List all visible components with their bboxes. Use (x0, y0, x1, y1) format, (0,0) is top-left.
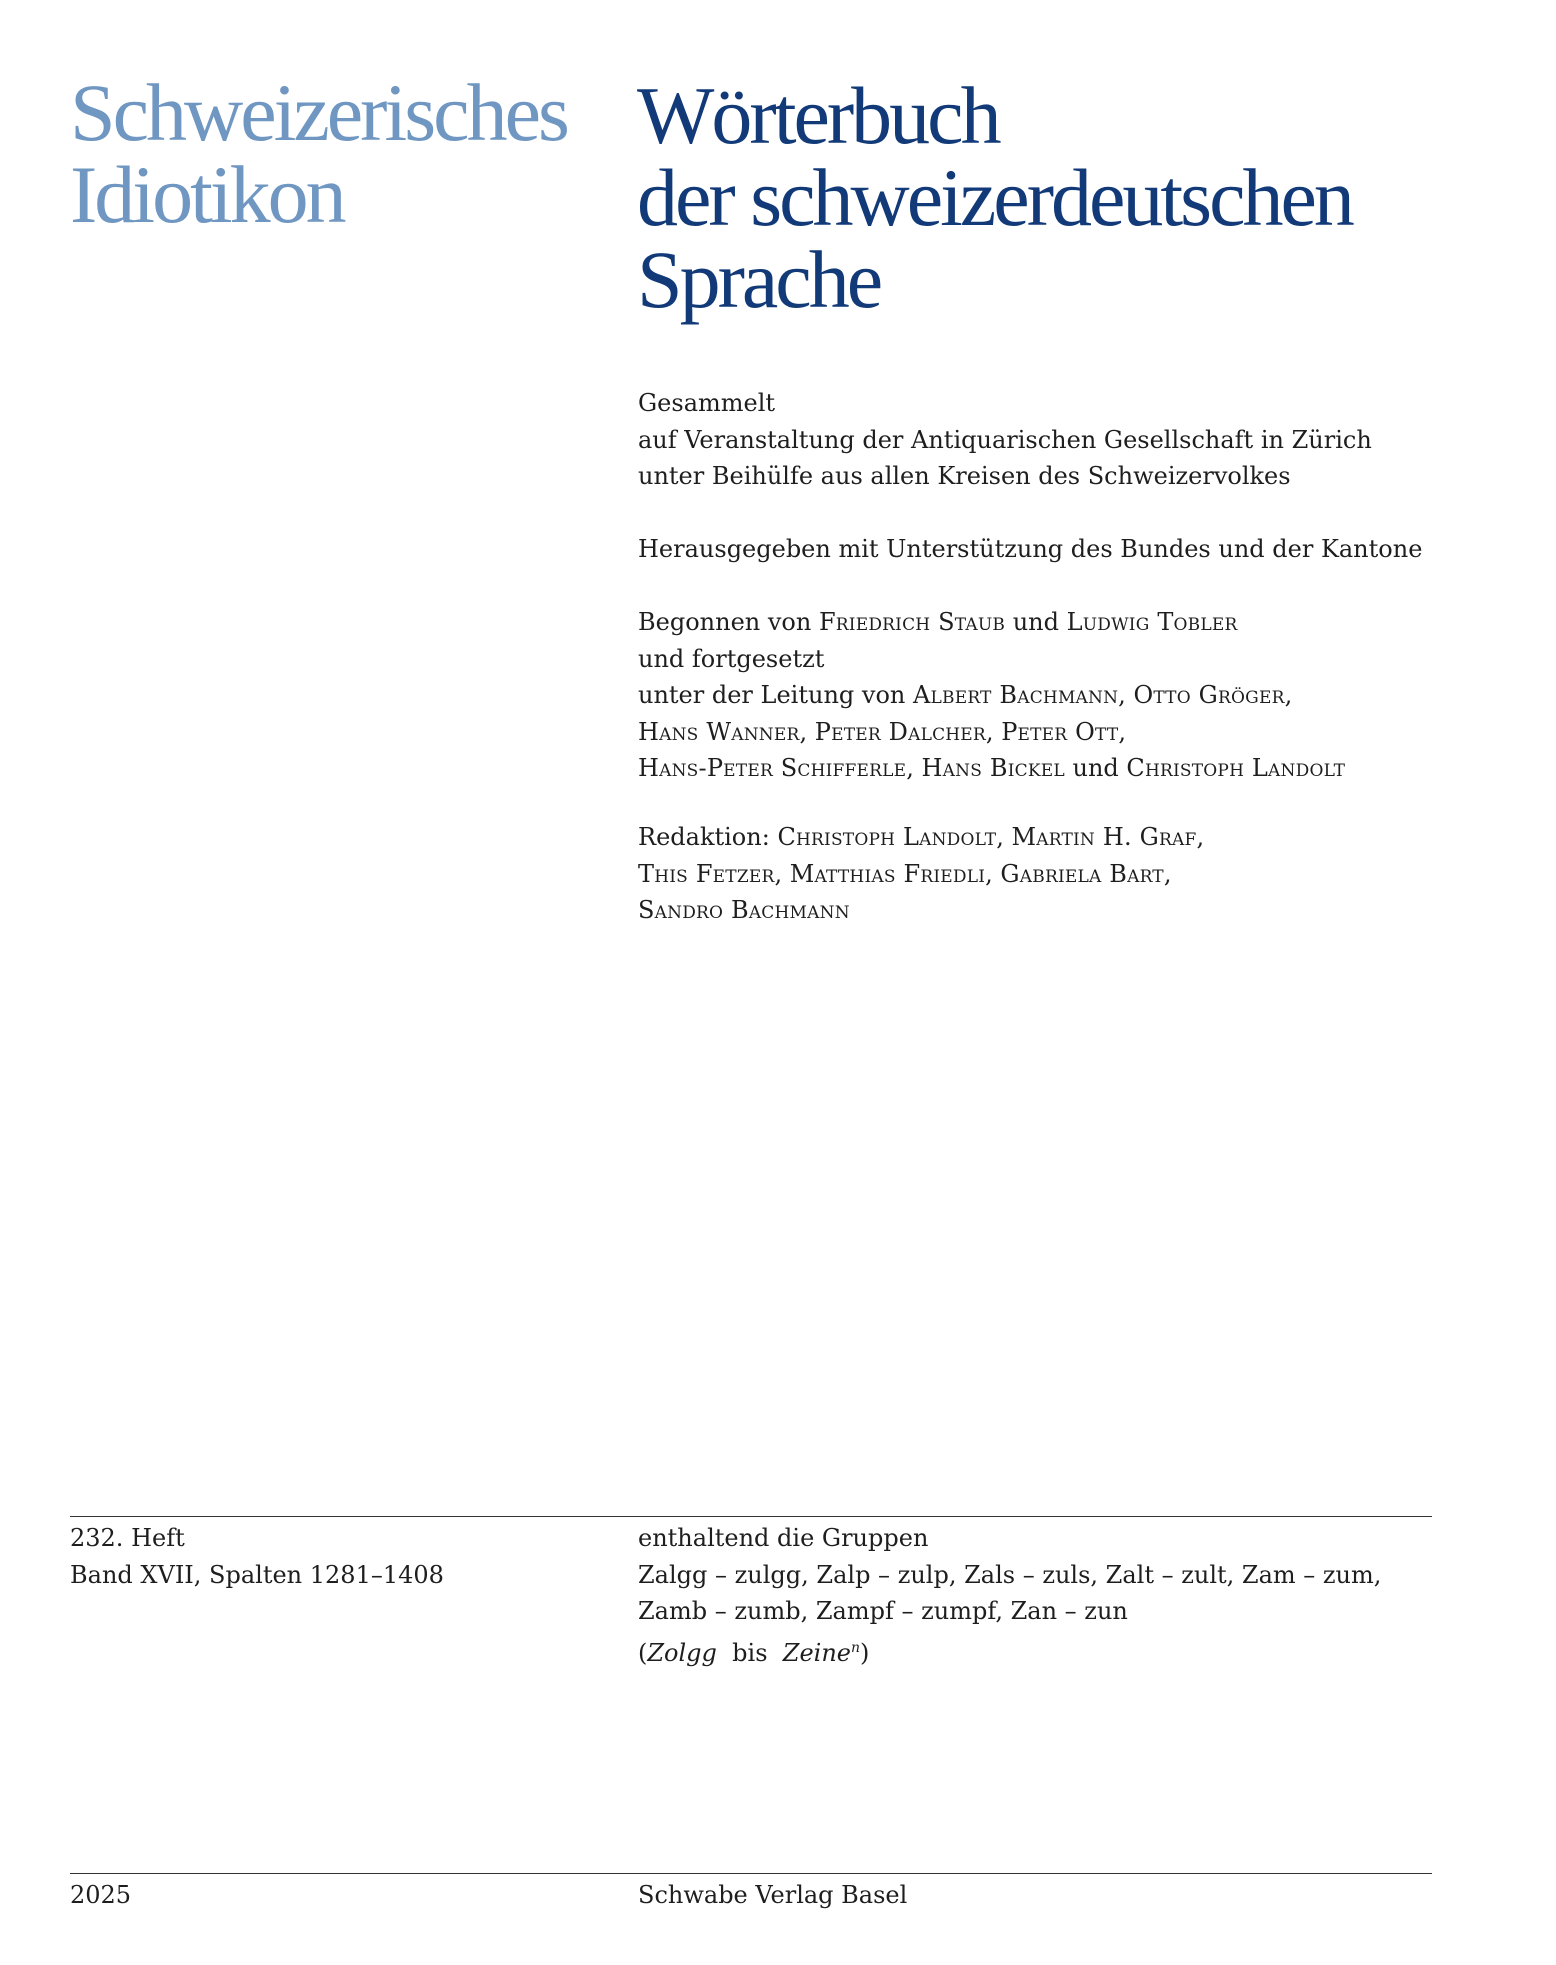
footer-rule (70, 1873, 1432, 1874)
contents-groups: Zamb – zumb, Zampf – zumpf, Zan – zun (638, 1597, 1128, 1625)
conjunction: und (1005, 608, 1067, 636)
paren: ( (638, 1638, 648, 1667)
contents-intro: enthaltend die Gruppen (638, 1524, 929, 1552)
paren: ) (860, 1638, 870, 1667)
collected-line: unter Beihülfe aus allen Kreisen des Schweizervolkes (638, 462, 1291, 490)
separator: , (906, 754, 922, 782)
range-end-superscript: n (851, 1639, 861, 1656)
main-title-line: Sprache (637, 234, 881, 325)
founders-block (638, 604, 1468, 787)
collected-line: auf Veranstaltung der Antiquarischen Gesellschaft in Zürich (638, 425, 1372, 454)
contents-range (638, 1630, 1468, 1672)
footer-publisher (638, 1877, 1468, 1914)
editors-line (638, 856, 1468, 893)
series-title-line: Idiotikon (70, 149, 344, 240)
person-name: Sandro Bachmann (638, 896, 850, 924)
series-title (70, 67, 630, 240)
leaders-line (638, 677, 1468, 714)
contents-groups: Zalgg – zulgg, Zalp – zulp, Zals – zuls, Zalt – zult, Zam – zum, (638, 1560, 1382, 1589)
editors-prefix: Redaktion: (638, 823, 778, 851)
separator: , (1163, 859, 1172, 888)
person-name: Peter Dalcher (814, 717, 986, 746)
collected-block (638, 385, 1468, 495)
person-name: Hans Bickel (921, 754, 1065, 782)
separator: , (1118, 717, 1127, 746)
main-title-line: der schweizerdeutschen (637, 152, 1352, 243)
person-name: This Fetzer (638, 859, 775, 888)
issue-block (70, 1520, 444, 1593)
series-title-line: Schweizerisches (70, 67, 567, 158)
person-name: Otto Gröger (1133, 681, 1285, 709)
main-title-line: Wörterbuch (637, 70, 999, 161)
founders-line (638, 604, 1468, 641)
main-title (637, 70, 1457, 325)
separator: , (985, 717, 1002, 746)
range-end: Zeine (782, 1638, 851, 1667)
contents-block (638, 1520, 1468, 1671)
person-name: Martin H. Graf (1011, 823, 1197, 851)
separator: , (1196, 823, 1205, 851)
person-name: Hans Wanner (638, 717, 800, 746)
person-name: Hans-Peter Schifferle (638, 754, 907, 782)
year: 2025 (70, 1881, 132, 1909)
person-name: Albert Bachmann (913, 681, 1119, 709)
person-name: Friedrich Staub (818, 608, 1006, 636)
separator: , (774, 859, 790, 888)
separator: , (799, 717, 815, 746)
continued-line: und fortgesetzt (638, 644, 825, 673)
range-mid: bis (716, 1638, 783, 1667)
conjunction: und (1064, 754, 1127, 782)
publisher: Schwabe Verlag Basel (638, 1881, 908, 1909)
founders-prefix: Begonnen von (638, 608, 819, 636)
person-name: Gabriela Bart (1000, 859, 1164, 888)
divider-rule (70, 1516, 1432, 1517)
separator: , (1118, 681, 1134, 709)
editors-line (638, 892, 1468, 929)
leaders-prefix: unter der Leitung von (638, 681, 913, 709)
issue-number: 232. Heft (70, 1524, 185, 1552)
person-name: Christoph Landolt (777, 823, 997, 851)
editors-line (638, 819, 1468, 856)
issue-volume: Band XVII, Spalten 1281–1408 (70, 1560, 444, 1589)
editors-block (638, 819, 1468, 929)
person-name: Peter Ott (1001, 717, 1119, 746)
person-name: Matthias Friedli (789, 859, 986, 888)
leaders-line (638, 750, 1468, 787)
separator: , (985, 859, 1001, 888)
leaders-line (638, 714, 1468, 751)
separator: , (996, 823, 1012, 851)
published-line: Herausgegeben mit Unterstützung des Bundes und der Kantone (638, 535, 1423, 563)
person-name: Ludwig Tobler (1066, 608, 1238, 636)
person-name: Christoph Landolt (1126, 754, 1346, 782)
range-start: Zolgg (647, 1638, 717, 1667)
published-block (638, 531, 1468, 568)
separator: , (1284, 681, 1293, 709)
footer-year (70, 1877, 131, 1914)
collected-line: Gesammelt (638, 389, 776, 417)
